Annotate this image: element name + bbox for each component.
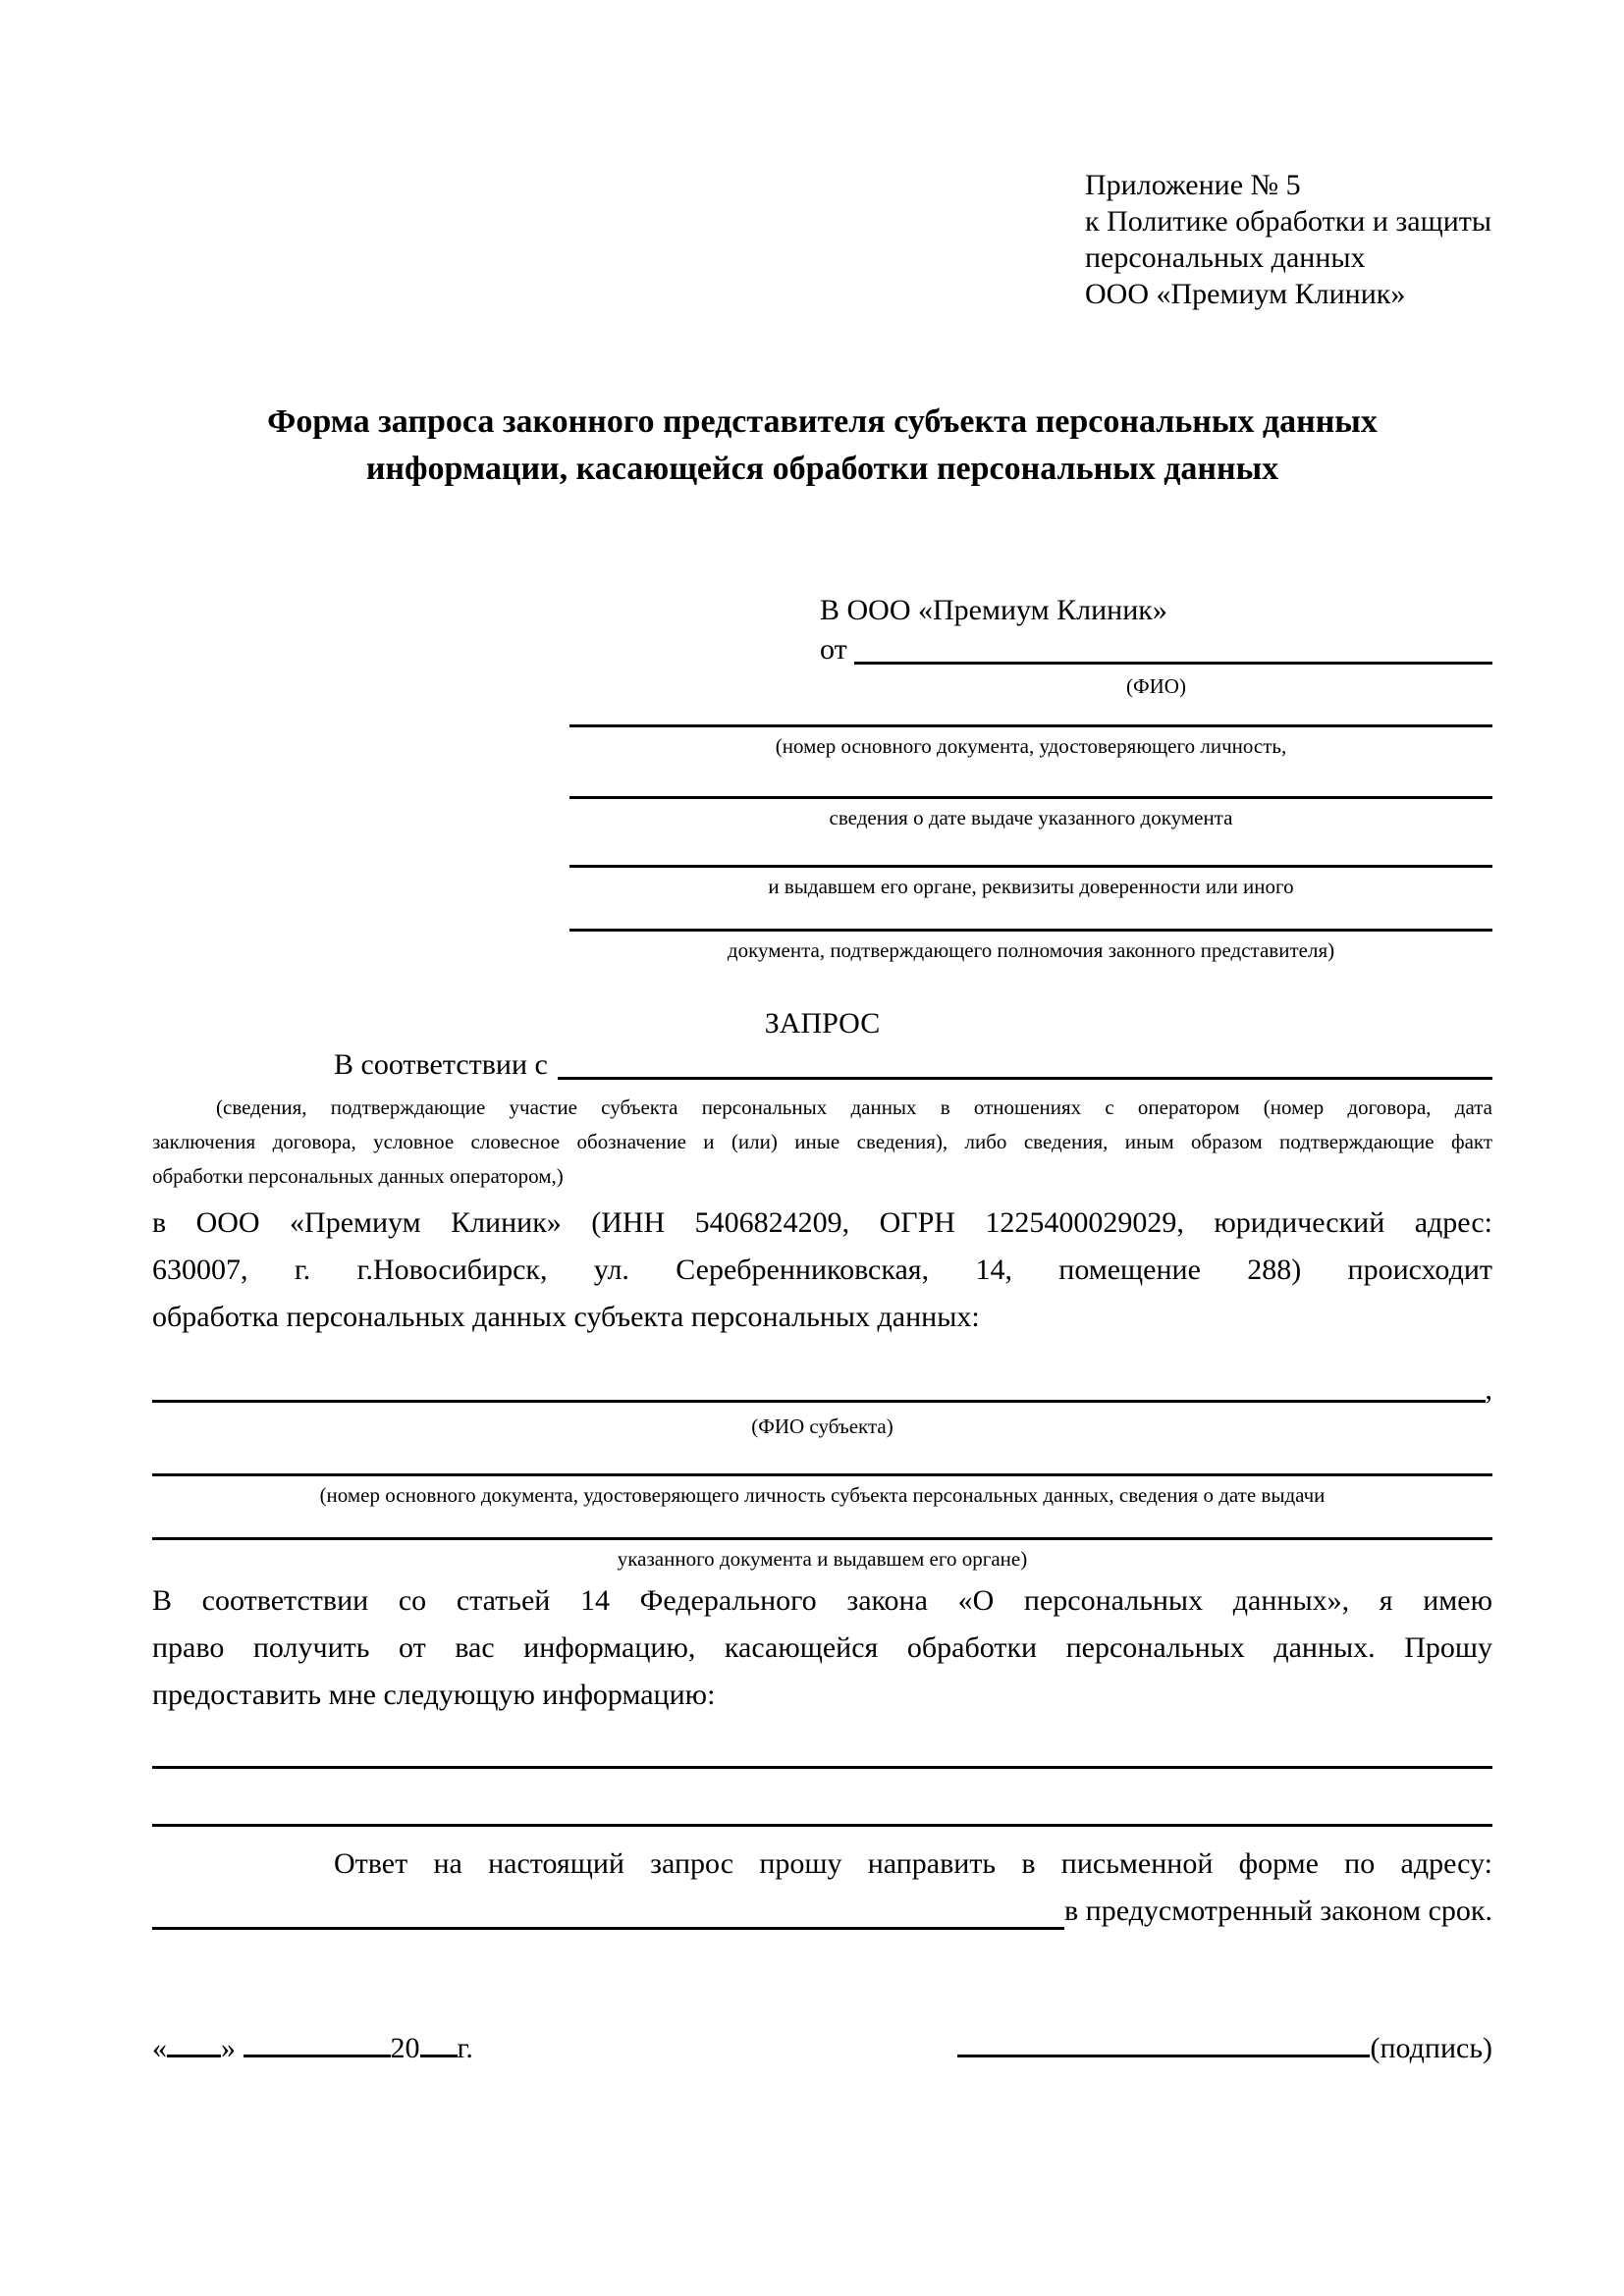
info-blank-line1 bbox=[152, 1766, 1492, 1769]
accordance-label: В соответствии с bbox=[334, 1048, 548, 1081]
year-blank-line bbox=[420, 2025, 458, 2057]
quote-close: » bbox=[221, 2032, 236, 2064]
form-title-line2: информации, касающейся обработки персональных данных bbox=[365, 451, 1279, 487]
signature-blank-line bbox=[957, 2025, 1370, 2057]
subject-doc-field2 bbox=[152, 1537, 1492, 1572]
law-paragraph bbox=[152, 1577, 1492, 1719]
subject-fio-caption: (ФИО субъекта) bbox=[751, 1415, 893, 1438]
relation-note-line3: обработки персональных данных оператором,) bbox=[152, 1164, 564, 1188]
subject-doc-field bbox=[152, 1473, 1492, 1508]
addressee-to: В ООО «Премиум Клиник» bbox=[820, 594, 1167, 626]
relation-note bbox=[152, 1091, 1492, 1194]
issue-date-field bbox=[569, 796, 1492, 830]
subject-fio-field bbox=[152, 1372, 1492, 1408]
info-blank-line2 bbox=[152, 1824, 1492, 1827]
blank-line bbox=[569, 724, 1492, 727]
form-title-line1: Форма запроса законного представителя субъекта персональных данных bbox=[267, 403, 1378, 440]
identity-doc-caption: (номер основного документа, удостоверяющего личность, bbox=[775, 734, 1287, 758]
blank-line bbox=[569, 929, 1492, 932]
identity-doc-field bbox=[569, 724, 1492, 759]
law-line1: В соответствии со статьей 14 Федерального закона «О персональных данных», я имею bbox=[152, 1584, 1492, 1617]
signature-caption: (подпись) bbox=[1370, 2032, 1492, 2064]
from-label: от bbox=[820, 633, 855, 666]
fio-caption: (ФИО) bbox=[1126, 674, 1186, 698]
answer-paragraph bbox=[152, 1841, 1492, 1935]
appendix-header bbox=[1085, 167, 1492, 312]
comma: , bbox=[1485, 1373, 1492, 1406]
from-blank-line bbox=[854, 630, 1492, 665]
issuing-authority-field bbox=[569, 865, 1492, 899]
operator-line1: в ООО «Премиум Клиник» (ИНН 5406824209, ОГРН 1225400029029, юридический адрес: bbox=[152, 1206, 1492, 1239]
day-blank-line bbox=[167, 2025, 221, 2057]
signature-field bbox=[957, 2025, 1492, 2068]
request-heading: ЗАПРОС bbox=[764, 1007, 881, 1040]
blank-line bbox=[569, 796, 1492, 799]
form-title bbox=[152, 399, 1492, 493]
law-line3: предоставить мне следующую информацию: bbox=[152, 1679, 716, 1711]
operator-line2: 630007, г. г.Новосибирск, ул. Серебренниковская, 14, помещение 288) происходит bbox=[152, 1254, 1492, 1286]
date-signature-row bbox=[152, 2025, 1492, 2068]
relation-note-line2: заключения договора, условное словесное обозначение и (или) иные сведения), либо сведения, иным образом подтверждающие факт bbox=[152, 1130, 1492, 1153]
answer-suffix: в предусмотренный законом срок. bbox=[1064, 1895, 1492, 1927]
addressee-block bbox=[569, 591, 1492, 963]
blank-line bbox=[152, 1473, 1492, 1476]
subject-fio-blank-line bbox=[152, 1372, 1486, 1403]
subject-doc-caption2: указанного документа и выдавшем его органе) bbox=[617, 1547, 1028, 1571]
blank-line bbox=[569, 865, 1492, 868]
answer-address-blank-line bbox=[152, 1888, 1064, 1930]
operator-paragraph bbox=[152, 1200, 1492, 1341]
answer-line1: Ответ на настоящий запрос прошу направить в письменной форме по адресу: bbox=[334, 1847, 1492, 1880]
month-blank-line bbox=[244, 2025, 391, 2057]
date-field bbox=[152, 2025, 473, 2068]
law-line2: право получить от вас информацию, касающейся обработки персональных данных. Прошу bbox=[152, 1631, 1492, 1664]
issue-date-caption: сведения о дате выдаче указанного документа bbox=[829, 806, 1233, 829]
answer-address-field bbox=[152, 1888, 1492, 1935]
relation-note-line1: (сведения, подтверждающие участие субъекта персональных данных в отношениях с оператором (номер договора, дата bbox=[216, 1095, 1492, 1119]
year-suffix: г. bbox=[457, 2032, 473, 2064]
accordance-field bbox=[152, 1045, 1492, 1085]
appendix-number: Приложение № 5 bbox=[1085, 169, 1301, 201]
year-prefix: 20 bbox=[390, 2032, 420, 2064]
accordance-blank-line bbox=[558, 1045, 1492, 1080]
appendix-policy-line1: к Политике обработки и защиты bbox=[1085, 205, 1492, 238]
power-of-attorney-caption: документа, подтверждающего полномочия законного представителя) bbox=[727, 938, 1335, 962]
appendix-company: ООО «Премиум Клиник» bbox=[1085, 278, 1406, 310]
quote-open: « bbox=[152, 2032, 167, 2064]
operator-line3: обработка персональных данных субъекта персональных данных: bbox=[152, 1301, 980, 1333]
power-of-attorney-field bbox=[569, 929, 1492, 963]
issuing-authority-caption: и выдавшем его органе, реквизиты доверенности или иного bbox=[768, 875, 1294, 898]
from-field bbox=[569, 630, 1492, 669]
subject-doc-caption1: (номер основного документа, удостоверяющего личность субъекта персональных данных, сведения о дате выдачи bbox=[319, 1483, 1326, 1507]
appendix-policy-line2: персональных данных bbox=[1085, 241, 1366, 274]
blank-line bbox=[152, 1537, 1492, 1540]
